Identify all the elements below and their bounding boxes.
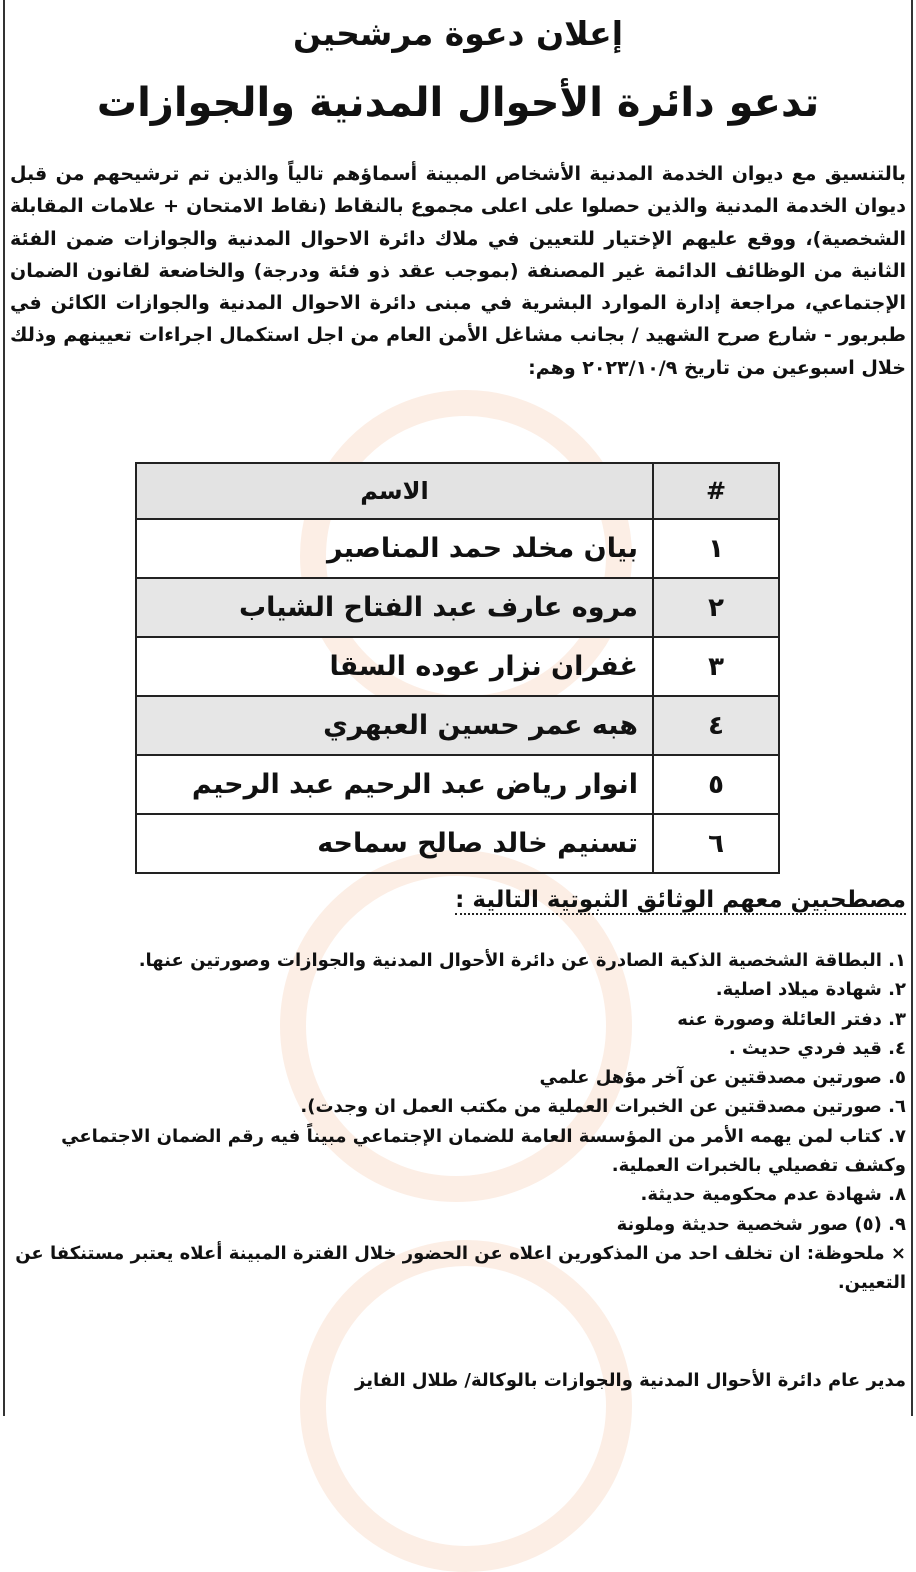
table-row (136, 519, 779, 578)
announcement-subtitle: تدعو دائرة الأحوال المدنية والجوازات (96, 80, 820, 126)
row-number: ٦ (653, 814, 779, 873)
list-item: ١. البطاقة الشخصية الذكية الصادرة عن دائرة الأحوال المدنية والجوازات وصورتين عنها. (138, 950, 906, 971)
list-item: ٥. صورتين مصدقتين عن آخر مؤهل علمي (539, 1067, 906, 1089)
header-number: # (653, 463, 779, 519)
documents-list (10, 946, 906, 1298)
table-row (136, 696, 779, 755)
note-item: × ملحوظة: ان تخلف احد من المذكورين اعلاه عن الحضور خلال الفترة المبينة أعلاه يعتبر مستنكفا عن التعيين. (15, 1242, 906, 1294)
table-row (136, 637, 779, 696)
table-header-row (136, 463, 779, 519)
list-item: ٤. قيد فردي حديث . (728, 1037, 906, 1059)
table-row (136, 755, 779, 814)
documents-heading: مصطحبين معهم الوثائق الثبوتية التالية : (455, 887, 906, 913)
row-number: ٥ (653, 755, 779, 814)
row-number: ١ (653, 519, 779, 578)
row-name: انوار رياض عبد الرحيم عبد الرحيم (136, 755, 653, 814)
list-item: ٣. دفتر العائلة وصورة عنه (677, 1008, 906, 1030)
list-item: ٧. كتاب لمن يهمه الأمر من المؤسسة العامة للضمان الإجتماعي مبيناً فيه رقم الضمان الاجتماعي وكشف تفصيلي بالخبرات العملية. (61, 1125, 906, 1177)
row-number: ٤ (653, 696, 779, 755)
row-name: هبه عمر حسين العبهري (136, 696, 653, 755)
intro-paragraph: بالتنسيق مع ديوان الخدمة المدنية الأشخاص المبينة أسماؤهم تالياً والذين تم ترشيحهم من قبل ديوان الخدمة المدنية والذين حصلوا على اعلى مجموع بالنقاط (نقاط الامتحان + علامات المقابلة الشخصية)، ووقع عليهم الإختيار للتعيين في ملاك دائرة الاحوال المدنية والجوازات ضمن الفئة الثانية من الوظائف الدائمة غير المصنفة (بموجب عقد ذو فئة ودرجة) والخاضعة لقانون الضمان الإجتماعي، مراجعة إدارة الموارد البشرية في مبنى دائرة الاحوال المدنية والجوازات الكائن في طبربور - شارع صرح الشهيد / بجانب مشاغل الأمن العام من اجل استكمال اجراءات تعيينهم وذلك خلال اسبوعين من تاريخ ٢٠٢٣/١٠/٩ وهم: (10, 163, 906, 379)
list-item: ٩. (٥) صور شخصية حديثة وملونة (616, 1213, 906, 1235)
row-name: تسنيم خالد صالح سماحه (136, 814, 653, 873)
list-item: ٦. صورتين مصدقتين عن الخبرات العملية من مكتب العمل ان وجدت). (300, 1096, 906, 1118)
row-name: مروه عارف عبد الفتاح الشياب (136, 578, 653, 637)
row-name: بيان مخلد حمد المناصير (136, 519, 653, 578)
candidates-table (135, 462, 780, 874)
header-name: الاسم (136, 463, 653, 519)
list-item: ٢. شهادة ميلاد اصلية. (715, 979, 906, 1001)
table-row (136, 578, 779, 637)
list-item: ٨. شهادة عدم محكومية حديثة. (640, 1184, 906, 1206)
table-row (136, 814, 779, 873)
row-number: ٣ (653, 637, 779, 696)
signature: مدير عام دائرة الأحوال المدنية والجوازات بالوكالة/ طلال الفايز (355, 1370, 906, 1391)
row-name: غفران نزار عوده السقا (136, 637, 653, 696)
row-number: ٢ (653, 578, 779, 637)
announcement-title: إعلان دعوة مرشحين (292, 14, 624, 53)
